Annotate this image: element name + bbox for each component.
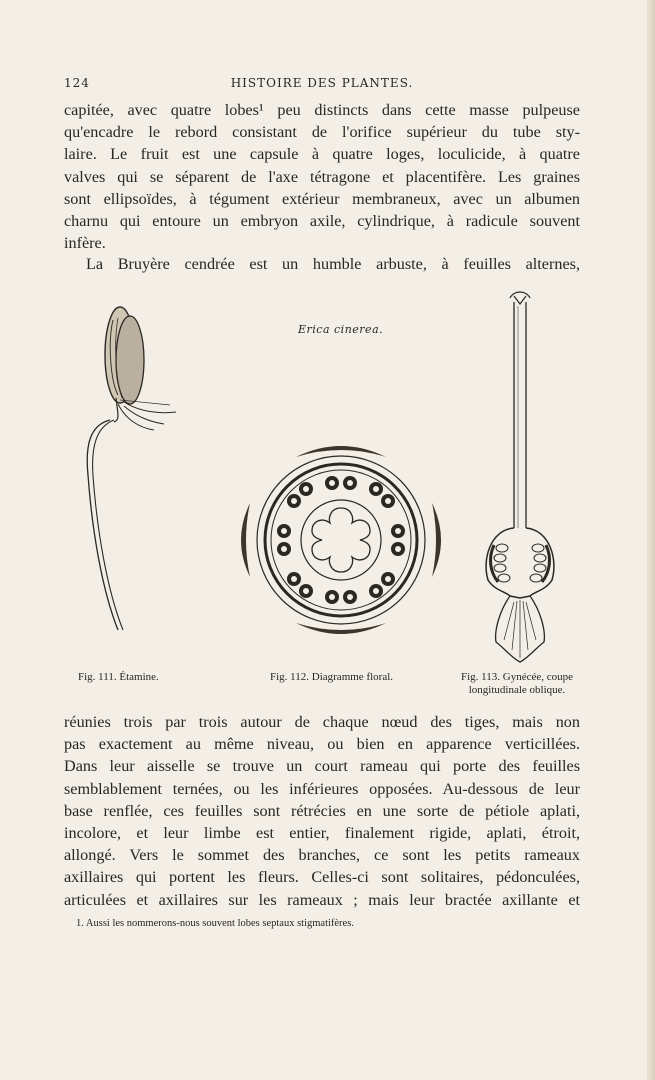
text-line: semblablement ternées, ou les inférieures opposées. Au-dessous de leur [64, 779, 580, 798]
text-line: Dans leur aisselle se trouve un court rameau qui porte des feuilles [64, 757, 580, 776]
text-line: axillaires qui portent les fleurs. Celles-ci sont solitaires, pédonculées, [64, 868, 580, 887]
text-line: pas exactement au même niveau, ou bien en apparence verticillées. [64, 735, 580, 754]
caption-fig-112: Fig. 112. Diagramme floral. [270, 671, 394, 683]
text-line: allongé. Vers le sommet des branches, ce sont les petits rameaux [64, 846, 580, 865]
running-header [64, 76, 580, 96]
text-line: articulées et axillaires sur les rameaux ; mais leur bractée axillante et [64, 890, 580, 909]
text-line: infère. [64, 234, 106, 253]
paragraph-leaves [64, 711, 580, 911]
text-line: réunies trois par trois autour de chaque nœud des tiges, mais non [64, 713, 580, 731]
text-line: sont ellipsoïdes, à tégument extérieur membraneux, avec un albumen [64, 189, 580, 208]
figure-plate [0, 285, 655, 705]
gynoecium-illustration [480, 290, 560, 665]
caption-fig-113 [447, 671, 587, 696]
caption-fig-111: Fig. 111. Étamine. [78, 671, 159, 683]
species-label: Erica cinerea. [298, 323, 384, 336]
caption-line: Fig. 113. Gynécée, coupe [460, 671, 573, 683]
footnote: 1. Aussi les nommerons-nous souvent lobes septaux stigmatifères. [76, 918, 354, 929]
text-line: valves qui se séparent de l'axe tétragone et placentifère. Les graines [64, 167, 580, 186]
text-line: incolore, et leur limbe est entier, finalement rigide, aplati, étroit, [64, 824, 580, 843]
text-line: base renflée, ces feuilles sont rétrécies en une sorte de pétiole aplati, [64, 801, 580, 820]
paragraph-continuation [64, 99, 580, 254]
paragraph-bruyere [64, 253, 580, 275]
text-line: qu'encadre le rebord consistant de l'orifice supérieur du tube sty- [64, 123, 580, 142]
text-line: La Bruyère cendrée est un humble arbuste, à feuilles alternes, [86, 255, 580, 273]
floral-diagram [236, 435, 446, 645]
page-number: 124 [64, 76, 90, 90]
text-line: charnu qui entoure un embryon axile, cylindrique, à radicule souvent [64, 212, 580, 231]
text-line: capitée, avec quatre lobes¹ peu distincts dans cette masse pulpeuse [64, 101, 580, 119]
running-title: HISTOIRE DES PLANTES. [230, 76, 414, 90]
caption-line: longitudinale oblique. [468, 683, 566, 696]
text-line: laire. Le fruit est une capsule à quatre loges, loculicide, à quatre [64, 145, 580, 164]
stamen-illustration [80, 300, 190, 645]
